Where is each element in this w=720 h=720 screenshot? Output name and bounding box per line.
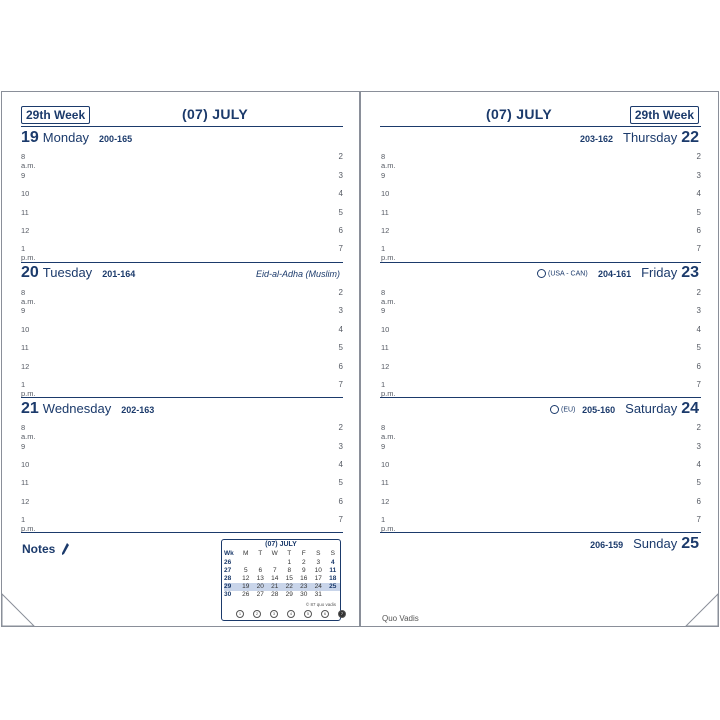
day-name: Friday xyxy=(641,265,678,280)
mc-cell: M xyxy=(243,550,249,557)
hour-number: 5 xyxy=(696,343,701,352)
day-number: 20 xyxy=(21,264,39,281)
day-header-wednesday xyxy=(21,400,154,418)
hour-label: 11 xyxy=(381,478,389,487)
mc-cell: 17 xyxy=(314,575,322,582)
day-name: Thursday xyxy=(623,130,678,145)
moon-phase-icon: 7 xyxy=(338,610,346,618)
hour-number: 7 xyxy=(696,515,701,524)
day-name: Saturday xyxy=(625,401,678,416)
mc-cell: S xyxy=(330,550,335,557)
hour-number: 3 xyxy=(696,442,701,451)
hour-label: 8 a.m. xyxy=(21,423,36,441)
hour-number: 3 xyxy=(338,442,343,451)
notes-label xyxy=(22,542,69,556)
hour-label: 1 p.m. xyxy=(21,515,36,533)
hour-number: 6 xyxy=(696,362,701,371)
holiday-label: Eid-al-Adha (Muslim) xyxy=(255,269,340,279)
hour-number: 5 xyxy=(338,208,343,217)
hour-label: 1 p.m. xyxy=(381,380,396,398)
hour-label: 8 a.m. xyxy=(381,423,396,441)
mc-cell: 21 xyxy=(271,583,279,590)
day-number: 19 xyxy=(21,129,39,146)
mc-cell: 28 xyxy=(271,591,279,598)
hour-number: 3 xyxy=(696,306,701,315)
mc-cell: 12 xyxy=(242,575,250,582)
mc-cell xyxy=(326,591,341,599)
hour-label: 9 xyxy=(21,171,26,180)
day-name: Sunday xyxy=(633,536,678,551)
hour-label: 1 p.m. xyxy=(381,244,396,262)
mc-cell: 11 xyxy=(329,567,337,574)
day-code: 204-161 xyxy=(598,269,632,279)
brand-label: Quo Vadis xyxy=(382,614,419,623)
mc-cell: 20 xyxy=(256,583,264,590)
header-rule xyxy=(21,126,343,127)
mc-cell: 14 xyxy=(271,575,279,582)
hour-label: 11 xyxy=(21,208,29,217)
header-rule xyxy=(380,126,701,127)
hour-number: 5 xyxy=(696,478,701,487)
hour-label: 10 xyxy=(21,325,30,334)
mc-cell: 9 xyxy=(301,567,306,574)
mini-calendar-current-week xyxy=(224,583,340,591)
day-header-saturday xyxy=(582,400,699,418)
hour-number: 3 xyxy=(696,171,701,180)
mini-calendar-week xyxy=(224,567,340,575)
mc-cell: 3 xyxy=(316,559,321,566)
mc-cell: 27 xyxy=(224,567,232,574)
pen-icon xyxy=(61,543,69,555)
left-page xyxy=(1,91,360,627)
hour-label: 1 p.m. xyxy=(21,380,36,398)
mc-cell: 4 xyxy=(330,559,335,566)
notes-text: Notes xyxy=(22,542,56,556)
mc-cell: 16 xyxy=(300,575,308,582)
hour-label: 8 a.m. xyxy=(381,152,396,170)
mc-cell: F xyxy=(301,550,306,557)
day-number: 23 xyxy=(681,264,699,281)
day-code: 202-163 xyxy=(121,405,155,415)
mc-cell: 28 xyxy=(224,575,232,582)
mc-cell: 26 xyxy=(242,591,250,598)
hour-label: 1 p.m. xyxy=(21,244,36,262)
hour-number: 2 xyxy=(696,288,701,297)
mc-cell: 6 xyxy=(258,567,263,574)
moon-phase-icon: 6 xyxy=(321,610,329,618)
mc-cell: 10 xyxy=(314,567,322,574)
moon-phase-icon: 5 xyxy=(304,610,312,618)
mc-cell xyxy=(239,559,254,567)
mc-cell: 30 xyxy=(224,591,232,598)
hour-label: 8 a.m. xyxy=(381,288,396,306)
moon-circle-icon xyxy=(537,269,546,278)
hour-number: 2 xyxy=(696,423,701,432)
day-number: 22 xyxy=(681,129,699,146)
holiday-text: (EU) xyxy=(561,406,576,414)
hour-label: 12 xyxy=(381,362,390,371)
hour-number: 2 xyxy=(696,152,701,161)
moon-phase-icon: 4 xyxy=(287,610,295,618)
mini-calendar-title: (07) JULY xyxy=(265,541,297,548)
mc-cell: 7 xyxy=(272,567,277,574)
day-number: 25 xyxy=(681,535,699,552)
mc-cell: T xyxy=(287,550,292,557)
hour-number: 6 xyxy=(696,497,701,506)
day-code: 201-164 xyxy=(102,269,136,279)
hour-number: 4 xyxy=(696,189,701,198)
mc-cell: T xyxy=(258,550,263,557)
day-divider xyxy=(21,397,343,398)
hour-number: 5 xyxy=(338,343,343,352)
mc-cell: 31 xyxy=(314,591,322,598)
mc-cell: 8 xyxy=(287,567,292,574)
mc-cell: 29 xyxy=(224,583,232,590)
mc-cell: 2 xyxy=(301,559,306,566)
hour-label: 9 xyxy=(381,306,386,315)
hour-number: 6 xyxy=(338,362,343,371)
hour-number: 7 xyxy=(696,380,701,389)
hour-label: 8 a.m. xyxy=(21,152,36,170)
mc-cell: W xyxy=(271,550,278,557)
hour-label: 12 xyxy=(21,497,30,506)
hour-number: 4 xyxy=(696,325,701,334)
holiday-label xyxy=(550,405,575,414)
hour-label: 1 p.m. xyxy=(381,515,396,533)
mc-cell: 23 xyxy=(300,583,308,590)
mini-calendar-footer: © 87 quo vadis xyxy=(305,602,336,607)
week-badge: 29th Week xyxy=(630,106,699,124)
mc-cell: 25 xyxy=(329,583,337,590)
day-header-tuesday xyxy=(21,264,135,282)
hour-label: 10 xyxy=(381,189,390,198)
hour-number: 5 xyxy=(696,208,701,217)
hour-number: 7 xyxy=(696,244,701,253)
mc-cell: 1 xyxy=(287,559,292,566)
day-divider xyxy=(21,262,343,263)
mini-calendar-week xyxy=(224,575,340,583)
hour-number: 4 xyxy=(338,325,343,334)
hour-label: 9 xyxy=(381,171,386,180)
mc-cell xyxy=(268,559,283,567)
day-code: 206-159 xyxy=(590,540,624,550)
hour-number: 6 xyxy=(338,497,343,506)
hour-number: 7 xyxy=(338,380,343,389)
hour-number: 4 xyxy=(696,460,701,469)
hour-number: 4 xyxy=(338,460,343,469)
mc-cell: 5 xyxy=(243,567,248,574)
hour-number: 6 xyxy=(338,226,343,235)
hour-number: 7 xyxy=(338,515,343,524)
mc-cell: 18 xyxy=(329,575,337,582)
hour-label: 10 xyxy=(381,325,390,334)
hour-number: 7 xyxy=(338,244,343,253)
moon-circle-icon xyxy=(550,405,559,414)
hour-number: 6 xyxy=(696,226,701,235)
hour-number: 3 xyxy=(338,171,343,180)
hour-label: 12 xyxy=(21,362,30,371)
hour-number: 3 xyxy=(338,306,343,315)
day-divider xyxy=(21,532,343,533)
mc-cell: 26 xyxy=(224,559,232,566)
mc-cell: 19 xyxy=(242,583,250,590)
mini-calendar-header xyxy=(224,550,340,558)
day-header-sunday xyxy=(590,535,699,553)
mc-cell: S xyxy=(316,550,321,557)
hour-label: 9 xyxy=(21,306,26,315)
hour-number: 4 xyxy=(338,189,343,198)
month-title: (07) JULY xyxy=(486,106,552,122)
hour-label: 9 xyxy=(381,442,386,451)
mc-cell: 22 xyxy=(285,583,293,590)
hour-label: 12 xyxy=(381,226,390,235)
page-corner-icon xyxy=(678,586,718,626)
right-page xyxy=(360,91,719,627)
moon-phases xyxy=(236,610,346,618)
hour-number: 2 xyxy=(338,152,343,161)
hour-label: 11 xyxy=(21,343,29,352)
hour-label: 10 xyxy=(21,189,30,198)
mc-cell: 27 xyxy=(256,591,264,598)
hour-label: 12 xyxy=(381,497,390,506)
day-code: 205-160 xyxy=(582,405,616,415)
page-corner-icon xyxy=(2,586,42,626)
day-name: Monday xyxy=(42,130,90,145)
mc-cell: 13 xyxy=(256,575,264,582)
hour-label: 11 xyxy=(381,343,389,352)
mc-cell: Wk xyxy=(224,550,234,557)
moon-phase-icon: 2 xyxy=(253,610,261,618)
mc-cell: 30 xyxy=(300,591,308,598)
day-divider xyxy=(380,397,701,398)
mc-cell: 15 xyxy=(285,575,293,582)
hour-number: 2 xyxy=(338,288,343,297)
holiday-label xyxy=(537,269,588,278)
hour-label: 8 a.m. xyxy=(21,288,36,306)
hour-number: 5 xyxy=(338,478,343,487)
hour-label: 11 xyxy=(21,478,29,487)
mini-calendar-week xyxy=(224,559,340,567)
hour-label: 10 xyxy=(21,460,30,469)
mini-calendar-week xyxy=(224,591,340,599)
week-badge: 29th Week xyxy=(21,106,90,124)
holiday-text: (USA - CAN) xyxy=(548,270,588,278)
day-number: 21 xyxy=(21,400,39,417)
month-title: (07) JULY xyxy=(182,106,248,122)
day-header-friday xyxy=(598,264,699,282)
day-code: 200-165 xyxy=(99,134,133,144)
moon-phase-icon: 1 xyxy=(236,610,244,618)
hour-label: 9 xyxy=(21,442,26,451)
day-header-thursday xyxy=(580,129,699,147)
mc-cell: 24 xyxy=(314,583,322,590)
moon-phase-icon: 3 xyxy=(270,610,278,618)
day-name: Tuesday xyxy=(42,265,93,280)
day-code: 203-162 xyxy=(579,134,613,144)
day-divider xyxy=(380,262,701,263)
mini-calendar xyxy=(221,539,344,621)
day-name: Wednesday xyxy=(42,401,112,416)
mc-cell: 29 xyxy=(285,591,293,598)
hour-label: 11 xyxy=(381,208,389,217)
hour-number: 2 xyxy=(338,423,343,432)
mc-cell xyxy=(253,559,268,567)
day-divider xyxy=(380,532,701,533)
day-number: 24 xyxy=(681,400,699,417)
hour-label: 10 xyxy=(381,460,390,469)
hour-label: 12 xyxy=(21,226,30,235)
day-header-monday xyxy=(21,129,132,147)
